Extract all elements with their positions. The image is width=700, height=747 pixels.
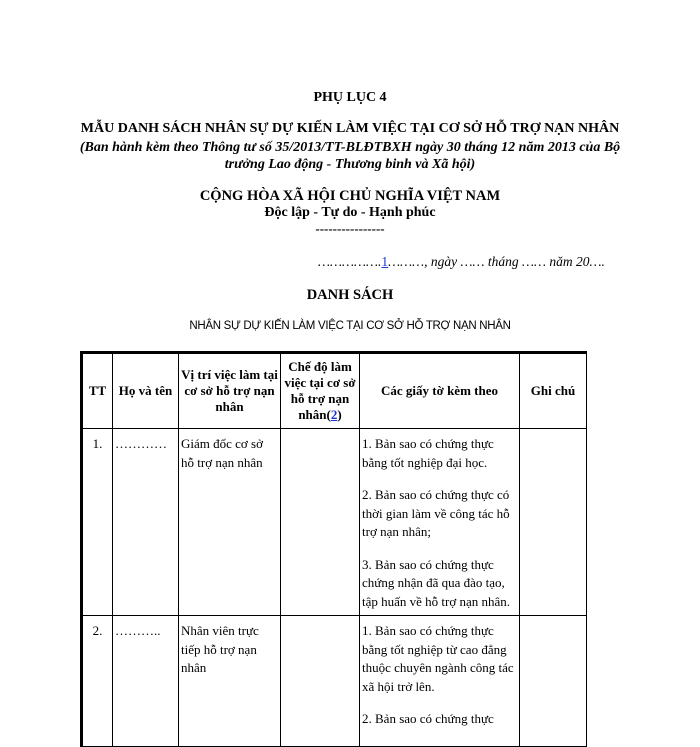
dateline-prefix: ……………. [318, 254, 382, 269]
row-name: ………… [113, 429, 179, 616]
footnote-link-2[interactable]: 2 [330, 407, 338, 422]
row-documents [360, 429, 520, 616]
row-documents [360, 616, 520, 747]
personnel-table [80, 351, 587, 747]
row-note [520, 616, 587, 747]
document-item: 2. Bản sao có chứng thực có thời gian làm về công tác hỗ trợ nạn nhân; [362, 487, 510, 539]
row-regime [281, 616, 360, 747]
appendix-heading: PHỤ LỤC 4 [313, 90, 387, 105]
header-regime-text: Chế độ làm việc tại cơ sở hỗ trợ nạn nhân( [284, 359, 356, 422]
dateline [318, 254, 605, 270]
national-title: CỘNG HÒA XÃ HỘI CHỦ NGHĨA VIỆT NAM [199, 188, 501, 204]
issued-note-line-2: trưởng Lao động - Thương binh và Xã hội) [224, 157, 476, 172]
footnote-link-1[interactable]: 1 [381, 254, 389, 269]
table-header-row [82, 353, 587, 429]
motto-underline: ---------------- [315, 221, 385, 236]
document-item: 2. Bản sao có chứng thực [362, 711, 494, 726]
list-subtitle: NHÂN SỰ DỰ KIẾN LÀM VIỆC TẠI CƠ SỞ HỖ TRỢ NẠN NHÂN [189, 320, 511, 332]
header-note: Ghi chú [520, 353, 587, 429]
header-position: Vị trí việc làm tại cơ sở hỗ trợ nạn nhân [179, 353, 281, 429]
issued-note-line-1: (Ban hành kèm theo Thông tư số 35/2013/TT-BLĐTBXH ngày 30 tháng 12 năm 2013 của Bộ [79, 140, 621, 155]
national-motto: Độc lập - Tự do - Hạnh phúc [264, 205, 436, 220]
header-tt: TT [82, 353, 113, 429]
header-regime [281, 353, 360, 429]
table-row [82, 429, 587, 616]
header-name: Họ và tên [113, 353, 179, 429]
row-note [520, 429, 587, 616]
header-regime-close: ) [337, 407, 342, 422]
row-position: Nhân viên trực tiếp hỗ trợ nạn nhân [179, 616, 281, 747]
list-title: DANH SÁCH [306, 287, 394, 303]
document-item: 1. Bản sao có chứng thực bằng tốt nghiệp từ cao đẳng thuộc chuyên ngành công tác xã hội trở lên. [362, 623, 514, 694]
dateline-suffix: ………, ngày …… tháng …… năm 20…. [388, 254, 605, 269]
document-item: 1. Bản sao có chứng thực bằng tốt nghiệp đại học. [362, 436, 494, 470]
form-title: MẪU DANH SÁCH NHÂN SỰ DỰ KIẾN LÀM VIỆC TẠI CƠ SỞ HỖ TRỢ NẠN NHÂN [80, 121, 620, 136]
row-regime [281, 429, 360, 616]
document-item: 3. Bản sao có chứng thực chứng nhận đã qua đào tạo, tập huấn về hỗ trợ nạn nhân. [362, 556, 511, 609]
header-documents: Các giấy tờ kèm theo [360, 353, 520, 429]
row-position: Giám đốc cơ sở hỗ trợ nạn nhân [179, 429, 281, 616]
row-tt: 2. [82, 616, 113, 747]
row-tt: 1. [82, 429, 113, 616]
row-name: ……….. [113, 616, 179, 747]
table-row [82, 616, 587, 747]
